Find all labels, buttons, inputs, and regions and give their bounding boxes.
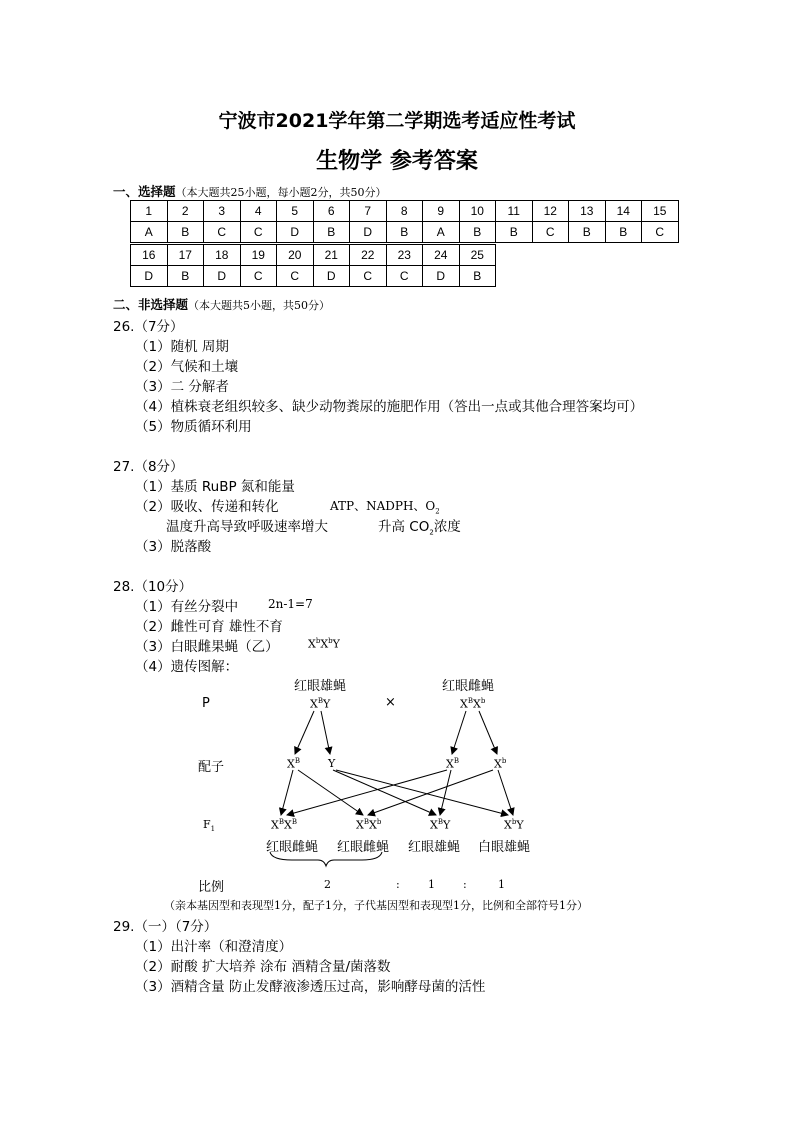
scoring-note: （亲本基因型和表现型1分，配子1分，子代基因型和表现型1分，比例和全部符号1分） (164, 899, 588, 912)
allele: b (328, 637, 333, 645)
q29-line-3: （3）酒精含量 防止发酵液渗透压过高，影响酵母菌的活性 (135, 979, 486, 995)
table-cell: C (277, 266, 314, 287)
q26-header: 26.（7分） (113, 319, 184, 335)
table-cell: 21 (313, 245, 350, 266)
table-cell: D (204, 266, 241, 287)
q27-line-2a: （2）吸收、传递和转化 (135, 499, 279, 515)
q28-line-1a: （1）有丝分裂中 (135, 599, 239, 615)
q27-line-1: （1）基质 RuBP 氮和能量 (135, 479, 295, 495)
q26-line-3: （3）二 分解者 (135, 379, 229, 395)
table-cell: 20 (277, 245, 314, 266)
q28-line-4: （4）遗传图解： (135, 659, 239, 675)
arrow (321, 711, 330, 754)
allele: B (437, 818, 443, 826)
table-cell: 18 (204, 245, 241, 266)
offspring-3-phenotype: 红眼雄蝇 (408, 840, 461, 855)
table-cell: C (204, 222, 241, 243)
table-cell: B (459, 266, 496, 287)
table-cell: 7 (350, 201, 387, 222)
table-cell: D (313, 266, 350, 287)
allele: B (453, 757, 459, 765)
q28-line-3a: （3）白眼雌果蝇（乙） (135, 639, 279, 655)
arrow (295, 711, 314, 754)
q29-line-2: （2）耐酸 扩大培养 涂布 酒精含量/菌落数 (135, 959, 391, 975)
q26-line-5: （5）物质循环利用 (135, 419, 252, 435)
x-chrom: X (473, 697, 481, 711)
allele: B (317, 697, 323, 705)
allele: B (294, 757, 300, 765)
subscript: 1 (210, 825, 216, 834)
q28-header: 28.（10分） (113, 579, 193, 595)
allele: b (315, 637, 321, 645)
table-cell: A (131, 222, 168, 243)
q28-line-2: （2）雌性可育 雄性不育 (135, 619, 283, 635)
q28-line-1b: 2n-1=7 (268, 597, 313, 611)
x-chrom: X (271, 818, 279, 832)
allele: B (363, 818, 369, 826)
table-cell: D (131, 266, 168, 287)
table-cell: B (167, 222, 204, 243)
table-cell: B (605, 222, 642, 243)
x-chrom: X (504, 818, 512, 832)
allele: B (291, 818, 297, 826)
ratio-sep-1: : (396, 878, 400, 891)
diagram-gamete-label: 配子 (198, 760, 225, 775)
table-cell: 9 (423, 201, 460, 222)
table-cell: 6 (313, 201, 350, 222)
section-2-heading: 二、非选择题 (113, 297, 189, 312)
y-chrom: Y (323, 697, 331, 711)
section-2-note: （本大题共5小题，共50分） (188, 299, 331, 312)
x-chrom: X (320, 637, 329, 651)
ratio-label: 比例 (198, 880, 225, 895)
table-cell: 13 (569, 201, 606, 222)
x-chrom: X (284, 818, 292, 832)
x-chrom: X (460, 697, 468, 711)
diagram-female-label: 红眼雌蝇 (442, 679, 495, 694)
allele: B (278, 818, 284, 826)
ratio-value-1: 2 (324, 878, 331, 891)
table-cell: 3 (204, 201, 241, 222)
table-cell: 1 (131, 201, 168, 222)
offspring-2-phenotype: 红眼雌蝇 (337, 840, 390, 855)
arrow (281, 770, 293, 815)
table-cell: C (386, 266, 423, 287)
x-chrom: X (310, 697, 318, 711)
ratio-sep-2: : (463, 878, 467, 891)
allele: b (511, 818, 517, 826)
table-cell: B (167, 266, 204, 287)
table-cell: C (642, 222, 679, 243)
offspring-4-phenotype: 白眼雄蝇 (478, 840, 531, 855)
answer-subtitle: 生物学 参考答案 (316, 149, 478, 174)
table-cell: 8 (386, 201, 423, 222)
x-chrom: X (446, 757, 454, 771)
allele: b (480, 697, 486, 705)
allele: b (501, 757, 507, 765)
table-cell: B (496, 222, 533, 243)
subscript: 2 (429, 528, 434, 537)
x-chrom: X (308, 637, 316, 651)
table-cell: 11 (496, 201, 533, 222)
q27-line-4: （3）脱落酸 (135, 539, 212, 555)
cross-symbol: × (385, 695, 396, 710)
diagram-male-label: 红眼雄蝇 (294, 679, 347, 694)
table-cell: C (240, 266, 277, 287)
arrow (440, 770, 451, 815)
q29-header: 29.（一）（7分） (113, 919, 218, 935)
allele: B (467, 697, 473, 705)
arrow (479, 711, 497, 754)
table-cell: B (569, 222, 606, 243)
arrow (298, 770, 363, 815)
table-cell: D (423, 266, 460, 287)
offspring-1-phenotype: 红眼雌蝇 (266, 840, 319, 855)
table-cell: 24 (423, 245, 460, 266)
table-cell: C (240, 222, 277, 243)
x-chrom: X (369, 818, 377, 832)
x-chrom: X (494, 757, 502, 771)
q27-products: ATP、NADPH、O (330, 499, 436, 513)
q27-co2-suffix: 浓度 (433, 519, 461, 535)
table-cell: A (423, 222, 460, 243)
arrow (452, 711, 466, 754)
table-cell: C (350, 266, 387, 287)
table-cell: 5 (277, 201, 314, 222)
subscript: 2 (435, 507, 440, 516)
table-cell: 25 (459, 245, 496, 266)
table-cell: 10 (459, 201, 496, 222)
x-chrom: X (430, 818, 438, 832)
table-cell: 14 (605, 201, 642, 222)
table-cell: 17 (167, 245, 204, 266)
table-cell: B (313, 222, 350, 243)
table-cell: 23 (386, 245, 423, 266)
y-chrom: Y (443, 818, 451, 832)
brace (270, 852, 382, 866)
x-chrom: X (356, 818, 364, 832)
ratio-value-3: 1 (498, 878, 505, 891)
table-cell: C (532, 222, 569, 243)
table-cell: 16 (131, 245, 168, 266)
table-cell: D (277, 222, 314, 243)
gamete-male-Y: Y (328, 757, 336, 770)
arrow (498, 770, 513, 815)
table-cell: 22 (350, 245, 387, 266)
table-cell: B (386, 222, 423, 243)
q26-line-1: （1）随机 周期 (135, 339, 229, 355)
y-chrom: Y (332, 637, 340, 651)
y-chrom: Y (516, 818, 524, 832)
q29-line-1: （1）出汁率（和澄清度） (135, 939, 293, 955)
exam-title: 宁波市2021学年第二学期选考适应性考试 (218, 110, 576, 132)
ratio-value-2: 1 (428, 878, 435, 891)
section-1-heading: 一、选择题 (113, 184, 176, 199)
f-letter: F (203, 818, 211, 831)
q26-line-2: （2）气候和土壤 (135, 359, 239, 375)
table-cell: 2 (167, 201, 204, 222)
x-chrom: X (287, 757, 295, 771)
arrow (368, 770, 493, 815)
table-cell: D (350, 222, 387, 243)
table-cell: B (459, 222, 496, 243)
q27-header: 27.（8分） (113, 459, 184, 475)
table-cell: 19 (240, 245, 277, 266)
q27-co2-prefix: 升高 CO (378, 519, 430, 535)
table-cell: 12 (532, 201, 569, 222)
q26-line-4: （4）植株衰老组织较多、缺少动物粪尿的施肥作用（答出一点或其他合理答案均可） (135, 399, 644, 415)
section-1-note: （本大题共25小题，每小题2分，共50分） (175, 186, 387, 199)
allele: b (376, 818, 382, 826)
table-cell: 4 (240, 201, 277, 222)
q27-line-3a: 温度升高导致呼吸速率增大 (166, 519, 328, 535)
table-cell: 15 (642, 201, 679, 222)
diagram-p-label: P (202, 696, 210, 711)
